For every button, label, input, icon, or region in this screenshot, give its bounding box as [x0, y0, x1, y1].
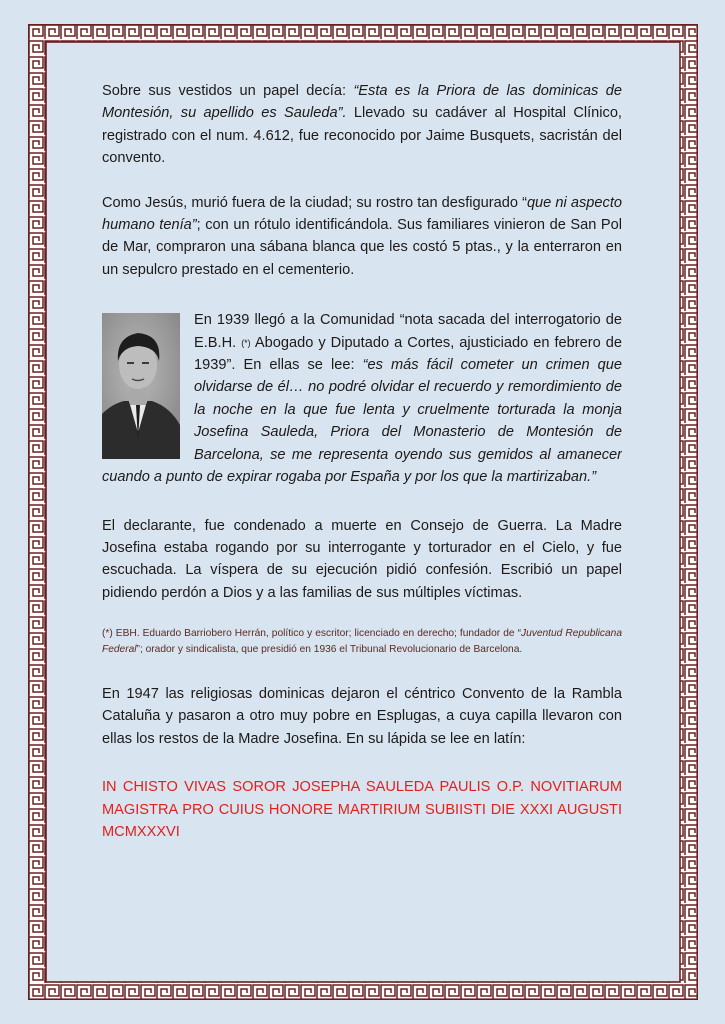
text-run: En 1939 llegó a la Comunidad “nota sacada del interrogatorio de E.B.H. [194, 312, 622, 351]
text-run: (*) [241, 337, 251, 348]
text-run: ; con un rótulo identificándola. Sus familiares vinieron de San Pol de Mar, compraron una sábana blanca que les costó 5 ptas., y la enterraron en un sepulcro prestado en el cementerio. [102, 217, 623, 278]
paragraph-execution [102, 515, 622, 605]
paragraph-testimony [102, 309, 622, 488]
text-run: ”; orador y sindicalista, que presidió en 1936 el Tribunal Revolucionario de Barcelona. [136, 643, 523, 655]
text-run: Como Jesús, murió fuera de la ciudad; su rostro tan desfigurado “ [102, 194, 527, 211]
text-run: Abogado y Diputado a Cortes, ajusticiado en febrero de 1939”. En ellas se lee: [194, 334, 622, 374]
text-run: En 1947 las religiosas dominicas dejaron el céntrico Convento de la Rambla Cataluña y pasaron a otro muy pobre en Esplugas, a cuya capilla llevaron con ellas los restos de la Madre Josefina. En su lápida se lee en latín: [102, 685, 622, 747]
text-run: Llevado su cadáver al Hospital Clínico, registrado con el num. 4.612, fue reconocido por Jaime Busquets, sacristán del convento. [102, 105, 622, 167]
testimony-block [102, 309, 622, 514]
portrait-photo [102, 313, 180, 459]
text-run: que ni aspecto humano tenía” [102, 194, 622, 234]
page-body [102, 80, 622, 843]
paragraph-relocation [102, 683, 622, 750]
text-run: “Esta es la Priora de las dominicas de Montesión, su apellido es Sauleda”. [102, 83, 622, 122]
text-run: “es más fácil cometer un crimen que olvidarse de él… no podré olvidar el recuerdo y remordimiento de la noche en la que fue lenta y cruelmente torturada la monja Josefina Sauleda, Priora del Monasterio de Montesión de Barcelona, se me representa oyendo sus gemidos al amanecer cuando a punto de expirar rogaba por España y por los que la martirizaban.” [102, 357, 622, 486]
text-run: (*) EBH. Eduardo Barriobero Herrán, político y escritor; licenciado en derecho; fundador de “ [102, 628, 521, 640]
text-run: Sobre sus vestidos un papel decía: [102, 83, 354, 99]
text-run: El declarante, fue condenado a muerte en Consejo de Guerra. La Madre Josefina estaba rogando por su interrogante y torturador en el Cielo, y fue escuchada. La víspera de su ejecución pidió confesión. Escribió un papel pidiendo perdón a Dios y a las familias de sus múltiples víctimas. [102, 517, 622, 601]
paragraph-burial [102, 192, 622, 282]
latin-inscription: IN CHISTO VIVAS SOROR JOSEPHA SAULEDA PAULIS O.P. NOVITIARUM MAGISTRA PRO CUIUS HONORE MARTIRIUM SUBIISTI DIE XXXI AUGUSTI MCMXXXVI [102, 779, 622, 840]
footnote [102, 626, 622, 657]
text-run: Juventud Republicana Federal [102, 628, 622, 655]
paragraph-note-found [102, 80, 622, 170]
